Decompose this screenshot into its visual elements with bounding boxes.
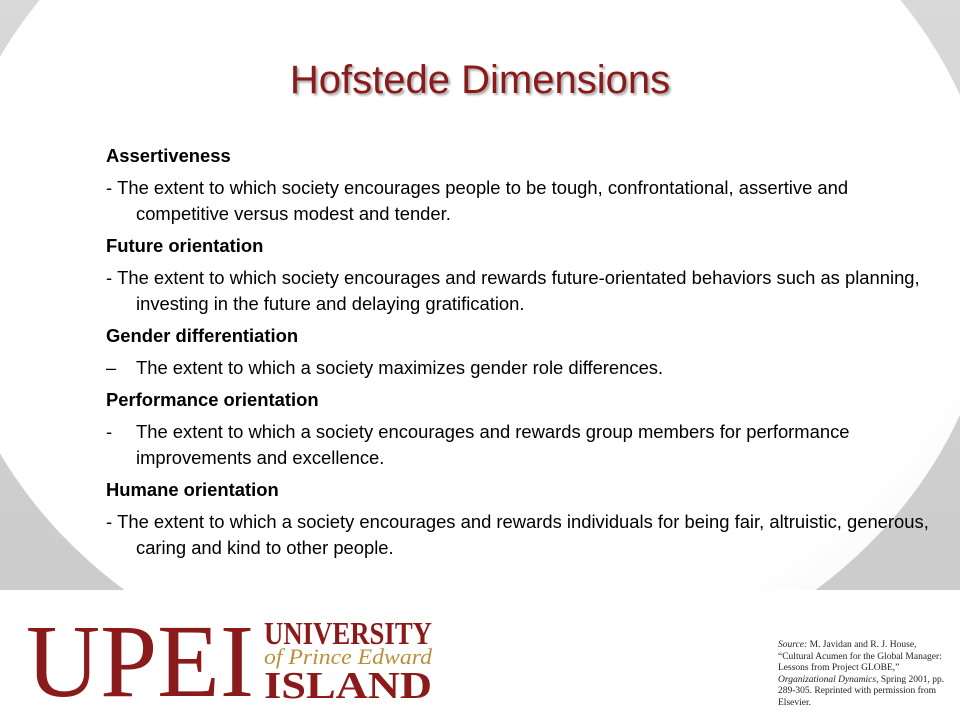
dash-marker: - [106,511,113,532]
dimension-description [106,419,936,471]
source-rest: , Spring 2001, pp. 289-305. Reprinted with permission from Elsevier. [778,674,945,708]
dimension-description [106,509,936,561]
description-text: The extent to which a society encourages and rewards individuals for being fair, altruistic, generous, caring and kind to other people. [117,511,929,558]
logo-university: UNIVERSITY [264,615,432,651]
dimension-description [106,175,936,227]
dimension-list [106,143,936,567]
dimension-heading: Assertiveness [106,145,231,166]
description-text: The extent to which society encourages and rewards future-orientated behaviors such as planning, investing in the future and delaying gratification. [117,267,920,314]
dimension-item [106,143,936,227]
dash-marker: - [106,421,113,442]
source-label: Source: [778,640,808,650]
dimension-heading: Gender differentiation [106,325,299,346]
description-text: The extent to which a society encourages and rewards group members for performance improvements and excellence. [136,421,850,468]
dimension-item [106,323,936,381]
logo-island: ISLAND [264,665,432,707]
dimension-heading: Future orientation [106,235,264,256]
dimension-description [106,355,936,381]
logo-prince-edward: of Prince Edward [264,644,434,669]
dimension-heading: Performance orientation [106,389,319,410]
upei-logo [26,604,436,719]
source-authors: M. Javidan and R. J. House, “Cultural Acumen for the Global Manager: Lessons from Project GLOBE,” [778,640,942,674]
dimension-item [106,387,936,471]
dimension-item [106,477,936,561]
description-text: The extent to which a society maximizes gender role differences. [136,357,664,378]
dash-marker: - [106,267,113,288]
slide-title: Hofstede Dimensions [289,58,671,102]
source-citation [778,640,948,710]
dimension-heading: Humane orientation [106,479,279,500]
source-journal: Organizational Dynamics [778,674,877,685]
dimension-item [106,233,936,317]
dimension-description [106,265,936,317]
description-text: The extent to which society encourages people to be tough, confrontational, assertive and competitive versus modest and tender. [117,177,849,224]
dash-marker: – [106,357,117,378]
dash-marker: - [106,177,113,198]
logo-wordmark: UPEI [26,604,254,719]
